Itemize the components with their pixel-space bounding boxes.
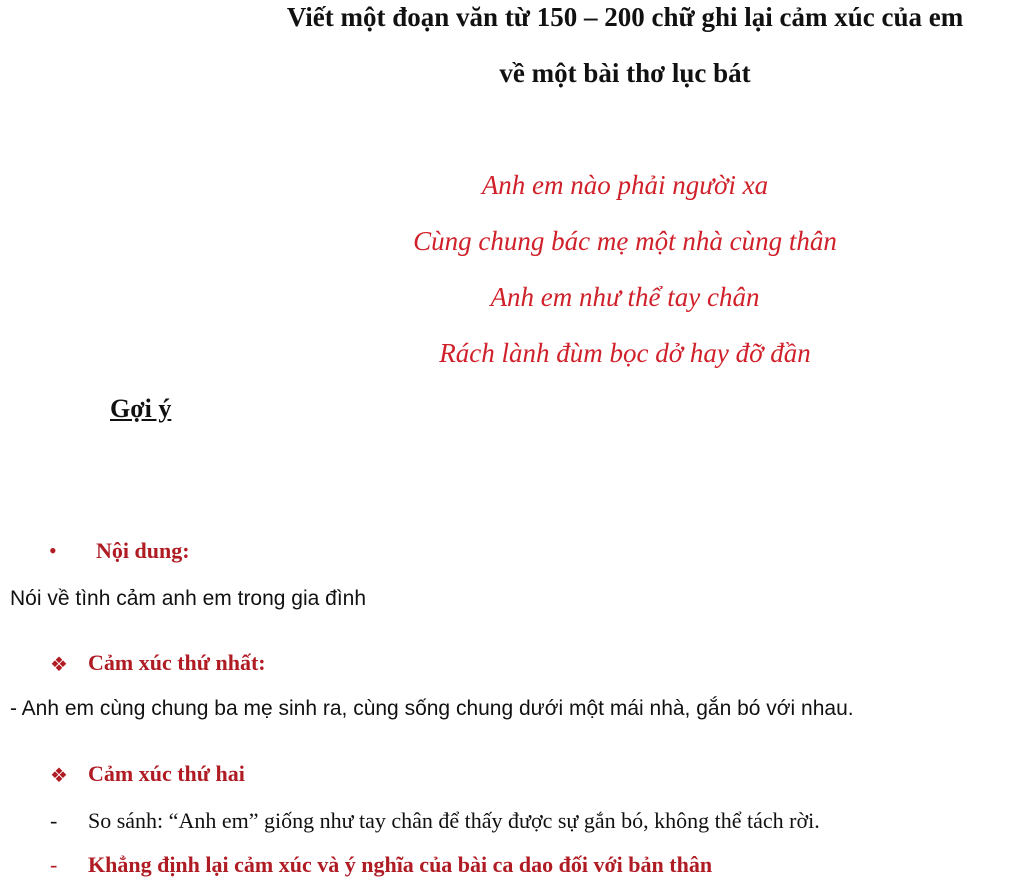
bullet-icon: • (49, 538, 57, 563)
poem-line-3: Anh em như thể tay chân (490, 282, 760, 312)
emotion-1-text: - Anh em cùng chung ba mẹ sinh ra, cùng sống chung dưới một mái nhà, gắn bó với nhau. (10, 697, 854, 720)
title-line-1: Viết một đoạn văn từ 150 – 200 chữ ghi lại cảm xúc của em (286, 2, 964, 32)
emotion-1-heading: Cảm xúc thứ nhất: (88, 650, 266, 675)
diamond-bullet-icon: ❖ (50, 763, 68, 787)
emotion-2-item-2: Khẳng định lại cảm xúc và ý nghĩa của bài ca dao đối với bản thân (88, 852, 713, 877)
content-heading: Nội dung: (96, 538, 190, 563)
emotion-2-heading: Cảm xúc thứ hai (88, 761, 245, 786)
dash-marker: - (50, 852, 58, 877)
dash-marker: - (50, 808, 58, 833)
poem-line-4: Rách lành đùm bọc dở hay đỡ đần (439, 338, 811, 368)
content-text: Nói về tình cảm anh em trong gia đình (10, 587, 367, 610)
poem-line-2: Cùng chung bác mẹ một nhà cùng thân (413, 226, 837, 256)
poem-line-1: Anh em nào phải người xa (481, 170, 769, 200)
diamond-bullet-icon: ❖ (50, 652, 68, 676)
hint-heading: Gợi ý (110, 394, 172, 423)
emotion-2-item-1: So sánh: “Anh em” giống như tay chân để thấy được sự gắn bó, không thể tách rời. (88, 808, 820, 833)
title-line-2: về một bài thơ lục bát (499, 58, 751, 88)
